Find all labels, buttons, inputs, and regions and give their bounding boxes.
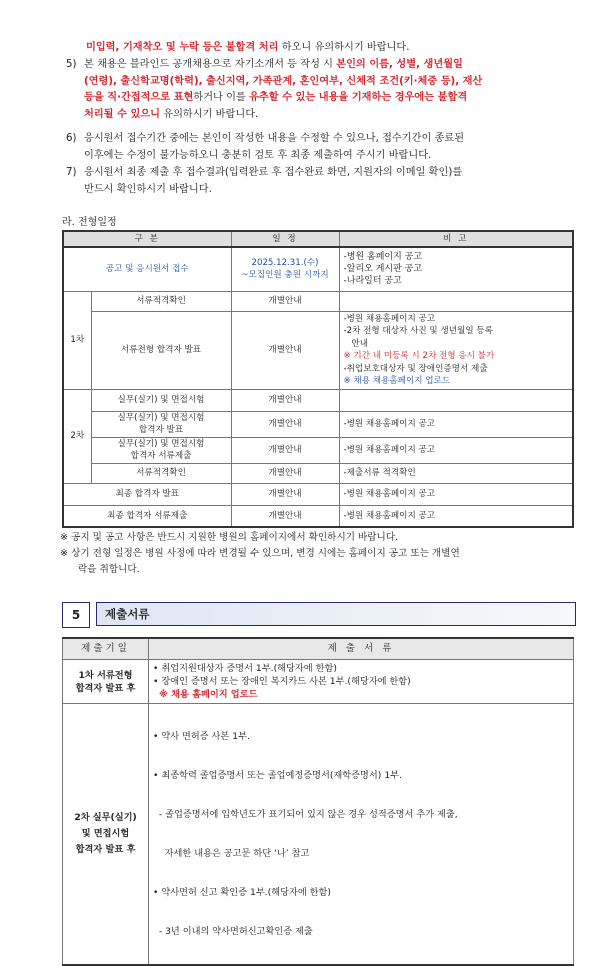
r1-note-1: -병원 채용홈페이지 공고: [343, 313, 436, 324]
round2-submit-l2: 합격자 서류제출: [130, 451, 192, 461]
schedule-table: [62, 230, 574, 528]
application-date-start: 2025.12.31.(수): [251, 258, 319, 269]
note-narailter: -나라일터 공고: [343, 276, 402, 287]
docs-row1-item2: • 장애인 증명서 또는 장애인 복지카드 사본 1부.(해당자에 한함): [153, 676, 411, 687]
item-7-line2: 반드시 확인하시기 바랍니다.: [84, 183, 212, 195]
round2-doc-check-note: -제출서류 적격확인: [339, 463, 573, 483]
round2-submit-date: 개별안내: [231, 437, 339, 463]
round1-label: 1차: [63, 291, 91, 389]
docs-row1-item1: • 취업지원대상자 증명서 1부.(해당자에 한함): [153, 663, 337, 674]
item-5-line3b: 하거나 이를: [193, 92, 250, 103]
docs-row2-item2: • 최종학력 졸업증명서 또는 졸업예정증명서(재학증명서) 1부.: [153, 770, 402, 781]
intro-line: [86, 40, 566, 57]
docs-header-documents: 제 출 서 류: [149, 638, 574, 660]
final-result-date: 개별안내: [231, 483, 339, 505]
item-5-line1a: 본 채용은 블라인드 공개채용으로 자기소개서 등 작성 시: [84, 59, 337, 70]
final-submit-date: 개별안내: [231, 505, 339, 527]
documents-table: [62, 637, 574, 966]
round1-result: 서류전형 합격자 발표: [91, 311, 231, 389]
docs-row2-h1: 2차 실무(실기): [74, 812, 137, 823]
docs-row2-item1: • 약사 면허증 사본 1부.: [153, 731, 250, 742]
final-submit-note: -병원 채용홈페이지 공고: [339, 505, 573, 527]
round1-doc-check-date: 개별안내: [231, 291, 339, 311]
sched-header-note: 비 고: [339, 231, 573, 247]
round2-label: 2차: [63, 389, 91, 483]
sched-header-type: 구 분: [63, 231, 231, 247]
round2-submit: [91, 437, 231, 463]
sched-row-application-date: [231, 247, 339, 291]
round2-doc-check-date: 개별안내: [231, 463, 339, 483]
section-number: 5: [62, 602, 90, 628]
sched-header-date: 일 정: [231, 231, 339, 247]
docs-row2-h2: 및 면접시험: [81, 828, 130, 839]
docs-row1-item3: ※ 채용 홈페이지 업로드: [159, 689, 258, 700]
docs-row1-list: [149, 660, 574, 704]
docs-row2-item5: • 약사면허 신고 확인증 1부.(해당자에 한함): [153, 887, 331, 898]
docs-header-deadline: 제출기일: [63, 638, 149, 660]
item-7-line1: 응시원서 최종 제출 후 접수결과(입력완료 후 접수완료 화면, 지원자의 이메일 확인)를: [84, 167, 463, 178]
round1-result-notes: [339, 311, 573, 389]
item-5-line4a: 처리될 수 있으니: [84, 108, 160, 120]
docs-row2-deadline: [63, 704, 149, 966]
final-result-note: -병원 채용홈페이지 공고: [339, 483, 573, 505]
item-5-line4b: 유의하시기 바랍니다.: [159, 108, 259, 120]
round2-result: [91, 411, 231, 437]
round2-submit-l1: 실무(실기) 및 면접시험: [117, 439, 205, 449]
item-5-number: 5): [66, 59, 77, 70]
r1-note-4: ※ 기간 내 미등록 시 2차 전형 응시 불가: [343, 351, 495, 361]
r1-note-6: ※ 채용 채용홈페이지 업로드: [343, 376, 451, 386]
final-result: 최종 합격자 발표: [63, 483, 231, 505]
notice-1: ※ 공지 및 공고 사항은 반드시 지원한 병원의 홈페이지에서 확인하시기 바랍니다.: [60, 532, 399, 543]
round2-exam-date: 개별안내: [231, 389, 339, 411]
docs-row2-list: [149, 704, 574, 966]
round2-result-date: 개별안내: [231, 411, 339, 437]
round2-result-note: -병원 채용홈페이지 공고: [339, 411, 573, 437]
sched-row-application-notes: [339, 247, 573, 291]
r1-note-5: -취업보호대상자 및 장애인증명서 제출: [343, 363, 488, 374]
docs-row1-h1: 1차 서류전형: [78, 669, 133, 681]
item-5-line3a: 등을 직·간접적으로 표현: [84, 92, 194, 103]
r1-note-3: 안내: [351, 338, 369, 349]
sched-row-application: 공고 및 응시원서 접수: [63, 247, 231, 291]
item-5-line3c: 유추할 수 있는 내용을 기재하는 경우에는 불합격: [249, 92, 468, 103]
warning-rest: 하오니 유의하시기 바랍니다.: [278, 42, 410, 53]
note-alio: -알리오 게시판 공고: [343, 264, 423, 275]
item-7-number: 7): [66, 167, 77, 178]
docs-row1-h2: 합격자 발표 후: [75, 682, 136, 694]
docs-row2-item3: - 졸업증명서에 입학년도가 표기되어 있지 않은 경우 성적증명서 추가 제출,: [153, 809, 458, 820]
item-5-line1b: 본인의 이름, 성별, 생년월일: [336, 59, 463, 70]
round1-result-date: 개별안내: [231, 311, 339, 389]
application-date-end: ~모집인원 충원 시까지: [241, 270, 329, 281]
round1-doc-check: 서류적격확인: [91, 291, 231, 311]
section-title-bar: [96, 602, 576, 626]
docs-row2-item4: 자세한 내용은 공고문 하단 ‘나’ 참고: [153, 848, 310, 859]
round2-doc-check: 서류적격확인: [91, 463, 231, 483]
warning-text: 미입력, 기재착오 및 누락 등은 불합격 처리: [86, 42, 279, 53]
round1-doc-check-note: [339, 291, 573, 311]
notice-2a: ※ 상기 전형 일정은 병원 사정에 따라 변경될 수 있으며, 변경 시에는 홈페이지 공고 또는 개별연: [60, 548, 460, 559]
item-6-number: 6): [66, 133, 77, 144]
r1-note-2: -2차 전형 대상자 사진 및 생년월일 등록: [343, 326, 493, 336]
docs-row2-h3: 합격자 발표 후: [75, 844, 136, 855]
final-submit: 최종 합격자 서류제출: [63, 505, 231, 527]
item-5-line2: (연령), 출신학교명(학력), 출신지역, 가족관계, 혼인여부, 신체적 조건(키·체중 등), 재산: [84, 75, 483, 87]
docs-row2-item6: - 3년 이내의 약사면허신고확인증 제출: [153, 926, 313, 937]
item-6-line2: 이후에는 수정이 불가능하오니 충분히 검토 후 최종 제출하여 주시기 바랍니다.: [84, 149, 432, 161]
round2-exam-note: [339, 389, 573, 411]
round2-exam: 실무(실기) 및 면접시험: [91, 389, 231, 411]
round2-result-l1: 실무(실기) 및 면접시험: [117, 413, 205, 423]
notice-2b: 락을 취합니다.: [78, 564, 140, 575]
item-6-line1: 응시원서 접수기간 중에는 본인이 작성한 내용을 수정할 수 있으나, 접수기간이 종료된: [84, 133, 465, 144]
note-homepage: -병원 홈페이지 공고: [343, 252, 423, 263]
round2-result-l2: 합격자 발표: [138, 425, 184, 435]
schedule-heading: 라. 전형일정: [62, 217, 117, 228]
round2-submit-note: -병원 채용홈페이지 공고: [339, 437, 573, 463]
docs-row1-deadline: [63, 660, 149, 704]
section-title: 제출서류: [105, 607, 150, 621]
